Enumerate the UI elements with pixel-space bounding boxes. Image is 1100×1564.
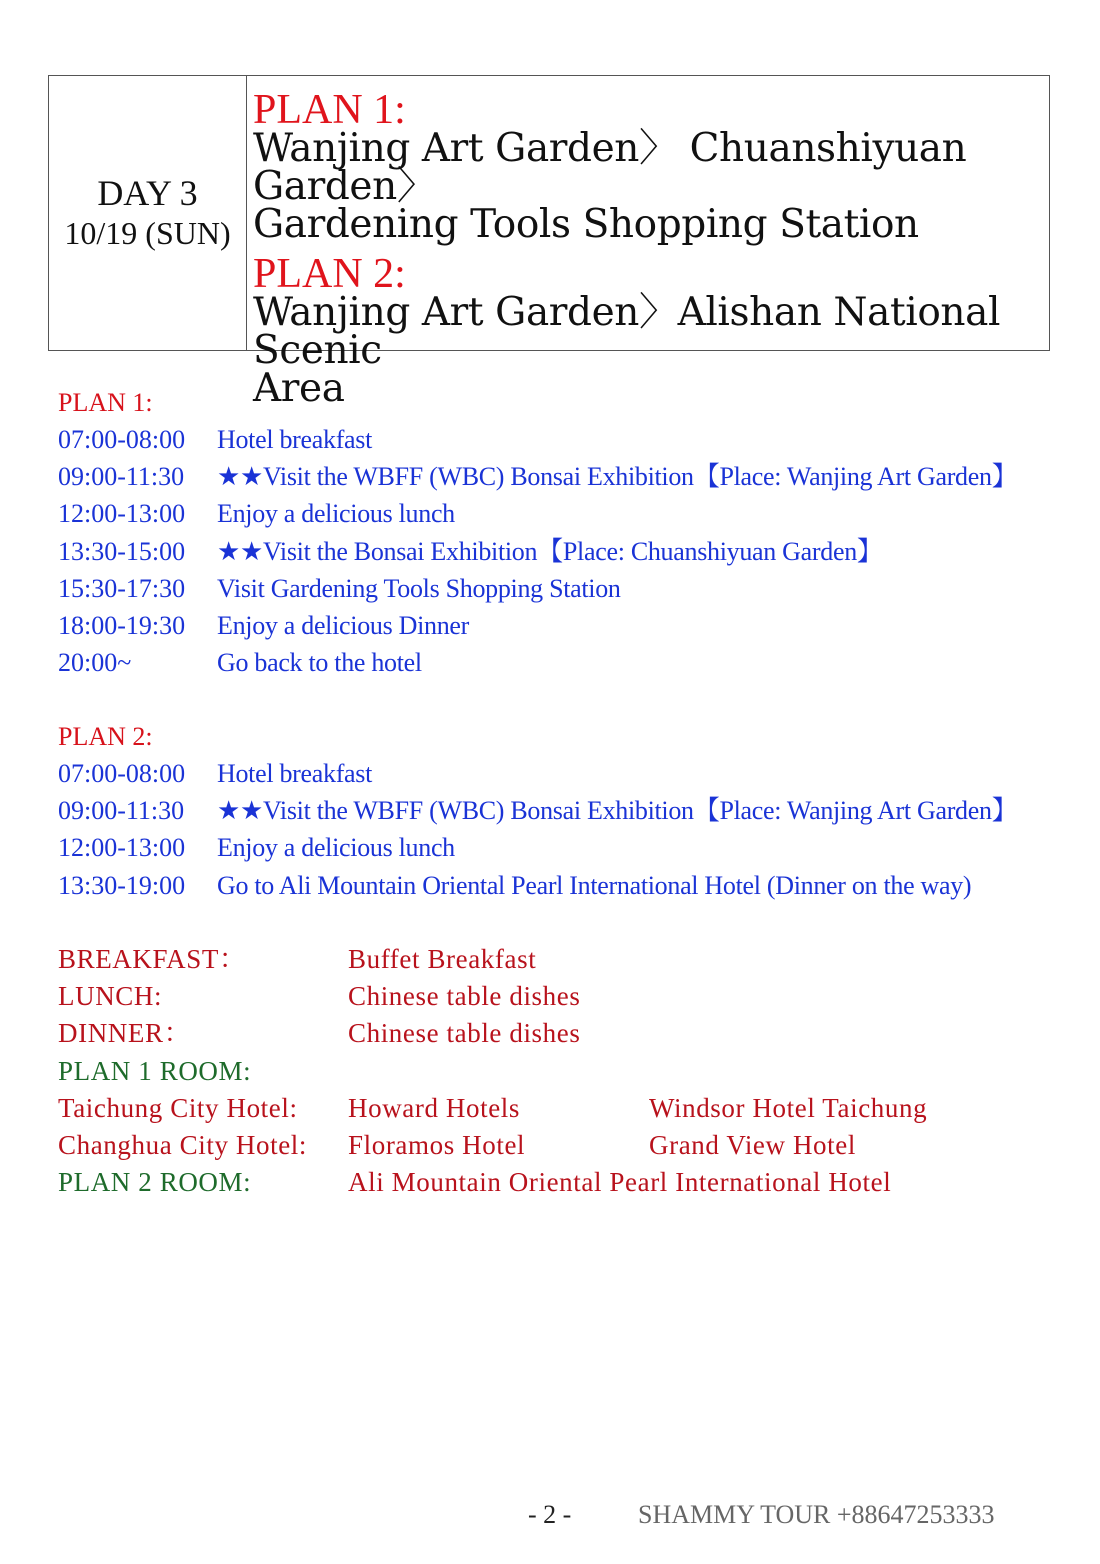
schedule-activity: Enjoy a delicious lunch bbox=[217, 833, 455, 863]
schedule-time: 12:00-13:00 bbox=[58, 833, 186, 863]
schedule-activity: Hotel breakfast bbox=[217, 759, 373, 788]
schedule-row bbox=[58, 533, 1017, 570]
schedule-row bbox=[58, 755, 1017, 792]
changhua-hotel-label: Changhua City Hotel: bbox=[58, 1130, 307, 1161]
day-date-cell bbox=[49, 76, 247, 350]
schedule-time: 20:00~ bbox=[58, 648, 132, 678]
plan2-room-row bbox=[58, 1164, 927, 1201]
meals-and-rooms bbox=[58, 941, 927, 1201]
plan1-room-row bbox=[58, 1053, 927, 1090]
plan1-schedule-title: PLAN 1: bbox=[58, 388, 153, 417]
plan1-schedule bbox=[58, 384, 1017, 681]
schedule-time: 07:00-08:00 bbox=[58, 425, 186, 454]
dinner-value: Chinese table dishes bbox=[348, 1018, 581, 1049]
plan1-route-line: Gardening Tools Shopping Station bbox=[253, 202, 919, 247]
page-number: - 2 - bbox=[528, 1500, 572, 1529]
changhua-hotel-option-1: Floramos Hotel bbox=[348, 1130, 526, 1161]
schedule-activity: Hotel breakfast bbox=[217, 425, 373, 454]
plan2-schedule bbox=[58, 718, 1017, 904]
schedule-activity: ★★Visit the Bonsai Exhibition【Place: Chuanshiyuan Garden】 bbox=[217, 536, 883, 566]
dinner-label: DINNER： bbox=[58, 1018, 192, 1049]
schedule-time: 09:00-11:30 bbox=[58, 796, 185, 826]
plan1-overview-heading: PLAN 1: bbox=[253, 87, 406, 133]
plans-overview-cell bbox=[247, 76, 1049, 411]
breakfast-value: Buffet Breakfast bbox=[348, 944, 537, 974]
schedule-row bbox=[58, 421, 1017, 458]
schedule-time: 09:00-11:30 bbox=[58, 462, 185, 492]
breakfast-label: BREAKFAST： bbox=[58, 944, 247, 974]
schedule-row bbox=[58, 570, 1017, 607]
lunch-row bbox=[58, 978, 927, 1015]
schedule-activity: Go back to the hotel bbox=[217, 648, 422, 678]
taichung-hotel-option-2: Windsor Hotel Taichung bbox=[649, 1092, 928, 1123]
schedule-row bbox=[58, 829, 1017, 866]
lunch-value: Chinese table dishes bbox=[348, 981, 581, 1012]
schedule-time: 12:00-13:00 bbox=[58, 499, 186, 529]
plan2-route-line: Area bbox=[253, 366, 345, 411]
plan1-overview bbox=[253, 87, 1045, 247]
taichung-hotel-row bbox=[58, 1090, 927, 1127]
taichung-hotel-label: Taichung City Hotel: bbox=[58, 1092, 298, 1123]
plan1-room-label: PLAN 1 ROOM: bbox=[58, 1055, 252, 1086]
schedule-row bbox=[58, 867, 1017, 904]
schedule-row bbox=[58, 644, 1017, 681]
schedule-time: 13:30-19:00 bbox=[58, 870, 186, 900]
schedule-time: 13:30-15:00 bbox=[58, 536, 186, 566]
changhua-hotel-option-2: Grand View Hotel bbox=[649, 1130, 856, 1161]
plan1-route-line: Wanjing Art Garden〉 Chuanshiyuan Garden〉 bbox=[253, 126, 967, 209]
plan2-room-value: Ali Mountain Oriental Pearl International Hotel bbox=[348, 1167, 892, 1198]
changhua-hotel-row bbox=[58, 1127, 927, 1164]
plan2-route-line: Wanjing Art Garden〉Alishan National Scenic bbox=[253, 290, 1001, 373]
dinner-row bbox=[58, 1015, 927, 1052]
company-contact: SHAMMY TOUR +88647253333 bbox=[638, 1500, 995, 1529]
schedule-time: 15:30-17:30 bbox=[58, 573, 186, 603]
taichung-hotel-option-1: Howard Hotels bbox=[348, 1092, 521, 1123]
day-label: DAY 3 bbox=[97, 173, 198, 213]
schedule-time: 07:00-08:00 bbox=[58, 759, 186, 788]
schedule-row bbox=[58, 458, 1017, 495]
schedule-row bbox=[58, 792, 1017, 829]
schedule-row bbox=[58, 607, 1017, 644]
schedule-activity: Visit Gardening Tools Shopping Station bbox=[217, 573, 621, 603]
lunch-label: LUNCH: bbox=[58, 981, 163, 1012]
day-header-table bbox=[48, 75, 1050, 411]
breakfast-row bbox=[58, 941, 927, 978]
schedule-activity: Enjoy a delicious lunch bbox=[217, 499, 455, 529]
schedule-time: 18:00-19:30 bbox=[58, 611, 186, 641]
date-label: 10/19 (SUN) bbox=[64, 215, 231, 251]
schedule-row bbox=[58, 495, 1017, 532]
schedule-activity: ★★Visit the WBFF (WBC) Bonsai Exhibition【Place: Wanjing Art Garden】 bbox=[217, 796, 1018, 826]
plan2-overview-heading: PLAN 2: bbox=[253, 251, 406, 297]
schedule-activity: Enjoy a delicious Dinner bbox=[217, 611, 470, 641]
plan2-room-label: PLAN 2 ROOM: bbox=[58, 1167, 252, 1198]
schedule-activity: ★★Visit the WBFF (WBC) Bonsai Exhibition【Place: Wanjing Art Garden】 bbox=[217, 462, 1018, 492]
plan2-schedule-title: PLAN 2: bbox=[58, 722, 153, 751]
schedule-activity: Go to Ali Mountain Oriental Pearl International Hotel (Dinner on the way) bbox=[217, 870, 972, 900]
